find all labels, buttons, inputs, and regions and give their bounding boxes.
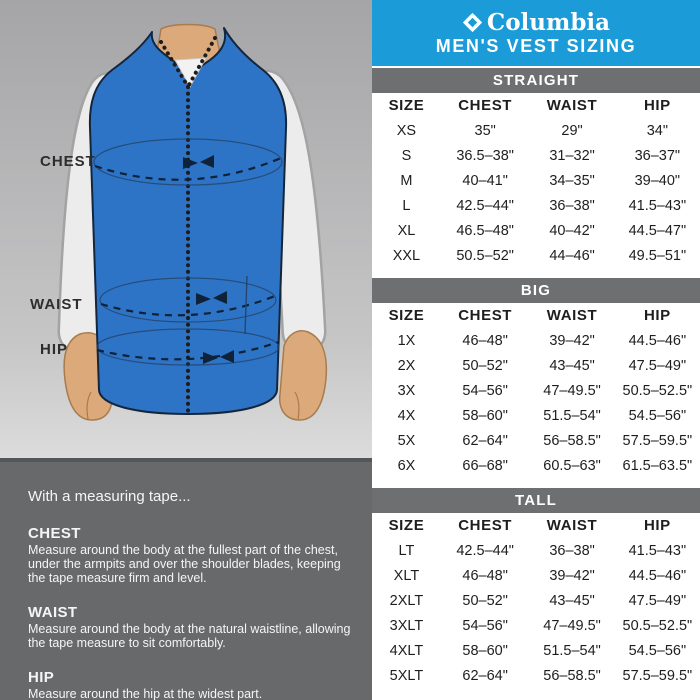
measurement-value: 54–56": [462, 617, 508, 634]
table-header-row: [372, 93, 700, 118]
column-header: SIZE: [388, 307, 425, 324]
size-row: [372, 638, 700, 663]
measurement-value: 41.5–43": [628, 197, 687, 214]
measurement-value: 44.5–46": [628, 567, 687, 584]
table-header-row: [372, 303, 700, 328]
size-label: S: [401, 147, 412, 164]
measurement-value: 51.5–54": [543, 642, 601, 659]
size-row: [372, 243, 700, 268]
size-label: 3XLT: [389, 617, 424, 634]
measurement-value: 58–60": [462, 407, 508, 424]
column-header: WAIST: [546, 307, 598, 324]
size-row: [372, 613, 700, 638]
measurement-value: 50–52": [462, 592, 508, 609]
measurement-value: 40–41": [462, 172, 508, 189]
size-row: [372, 378, 700, 403]
size-row: [372, 403, 700, 428]
vest-figure-graphic: [0, 0, 372, 458]
straight-size-section: [372, 68, 700, 268]
size-label: XS: [396, 122, 417, 139]
size-row: [372, 538, 700, 563]
measurement-value: 42.5–44": [456, 197, 514, 214]
measurement-value: 34": [646, 122, 668, 139]
measurement-value: 44.5–46": [628, 332, 687, 349]
measurement-value: 43–45": [549, 592, 595, 609]
size-label: 4XLT: [389, 642, 424, 659]
size-row: [372, 663, 700, 688]
measurement-value: 50–52": [462, 357, 508, 374]
hip-instruction-heading: HIP: [28, 669, 55, 686]
measurement-value: 47–49.5": [543, 617, 601, 634]
measurement-value: 44.5–47": [628, 222, 687, 239]
measurement-value: 39–42": [549, 567, 595, 584]
chest-instruction-body: Measure around the body at the fullest part of the chest, under the armpits and over the shoulder blades, keeping the tape measure firm and level.: [28, 543, 341, 585]
measurement-value: 60.5–63": [543, 457, 601, 474]
measurement-value: 49.5–51": [628, 247, 687, 264]
measurement-value: 56–58.5": [543, 432, 601, 449]
measurement-value: 40–42": [549, 222, 595, 239]
tall-size-table: [372, 513, 700, 688]
measurement-value: 34–35": [549, 172, 595, 189]
measurement-value: 54.5–56": [628, 407, 687, 424]
straight-size-table: [372, 93, 700, 268]
column-header: CHEST: [458, 307, 513, 324]
banner-title: MEN'S VEST SIZING: [435, 35, 637, 56]
column-header: HIP: [643, 97, 671, 114]
waist-figure-label: WAIST: [30, 296, 83, 313]
size-label: XL: [397, 222, 416, 239]
measurement-value: 42.5–44": [456, 542, 514, 559]
measurement-value: 44–46": [549, 247, 595, 264]
measurement-value: 56–58.5": [543, 667, 601, 684]
vest-measurement-illustration: [0, 0, 372, 458]
size-row: [372, 588, 700, 613]
size-label: 5X: [397, 432, 416, 449]
measurement-value: 47.5–49": [628, 357, 687, 374]
measurement-value: 43–45": [549, 357, 595, 374]
tall-section-header: TALL: [372, 488, 700, 513]
measurement-value: 61.5–63.5": [622, 457, 693, 474]
size-label: 6X: [397, 457, 416, 474]
big-size-section: [372, 278, 700, 478]
column-header: SIZE: [388, 97, 425, 114]
measurement-value: 29": [561, 122, 583, 139]
measurement-value: 36–37": [634, 147, 681, 164]
size-row: [372, 118, 700, 143]
measuring-instructions-panel: [0, 458, 372, 700]
straight-section-header: STRAIGHT: [372, 68, 700, 93]
measurement-value: 62–64": [462, 432, 508, 449]
column-header: CHEST: [458, 97, 513, 114]
measurement-value: 47.5–49": [628, 592, 687, 609]
column-header: SIZE: [388, 517, 425, 534]
hip-instruction-body: Measure around the hip at the widest part.: [28, 687, 263, 700]
size-row: [372, 168, 700, 193]
measurement-value: 36–38": [549, 542, 595, 559]
measurement-value: 50.5–52.5": [622, 382, 693, 399]
size-label: 2X: [397, 357, 416, 374]
brand-banner: [372, 0, 700, 66]
measurement-value: 36–38": [549, 197, 595, 214]
size-row: [372, 218, 700, 243]
columbia-logo: [462, 8, 611, 36]
measurement-value: 54–56": [462, 382, 508, 399]
measurement-value: 46.5–48": [456, 222, 514, 239]
tall-size-section: [372, 488, 700, 688]
column-header: CHEST: [458, 517, 513, 534]
measurement-value: 54.5–56": [628, 642, 687, 659]
size-row: [372, 563, 700, 588]
size-label: 3X: [397, 382, 416, 399]
column-header: WAIST: [546, 97, 598, 114]
hip-instruction: [28, 669, 358, 700]
size-row: [372, 193, 700, 218]
measurement-value: 58–60": [462, 642, 508, 659]
waist-instruction-body: Measure around the body at the natural waistline, allowing the tape measure to sit comfortably.: [28, 622, 351, 650]
measurement-value: 31–32": [549, 147, 595, 164]
measurement-value: 39–40": [634, 172, 681, 189]
size-label: 2XLT: [389, 592, 424, 609]
right-hand: [280, 331, 327, 420]
sizing-tables-column: [372, 0, 700, 700]
measurement-value: 57.5–59.5": [622, 432, 693, 449]
measurement-value: 35": [474, 122, 496, 139]
size-label: 5XLT: [389, 667, 424, 684]
waist-instruction-heading: WAIST: [28, 604, 78, 621]
measurement-value: 47–49.5": [543, 382, 601, 399]
size-label: XLT: [393, 567, 420, 584]
size-row: [372, 328, 700, 353]
size-row: [372, 143, 700, 168]
measurement-value: 51.5–54": [543, 407, 601, 424]
size-label: LT: [398, 542, 415, 559]
big-size-table: [372, 303, 700, 478]
measurement-value: 50.5–52.5": [622, 617, 693, 634]
size-label: L: [402, 197, 411, 214]
measurement-value: 41.5–43": [628, 542, 687, 559]
column-header: WAIST: [546, 517, 598, 534]
measurement-value: 50.5–52": [456, 247, 514, 264]
measurement-value: 62–64": [462, 667, 508, 684]
measurement-value: 36.5–38": [456, 147, 514, 164]
chest-instruction-heading: CHEST: [28, 525, 81, 542]
chest-instruction: [28, 525, 358, 585]
column-header: HIP: [643, 307, 671, 324]
size-label: M: [400, 172, 413, 189]
big-section-header: BIG: [372, 278, 700, 303]
chest-figure-label: CHEST: [40, 153, 96, 170]
size-label: 1X: [397, 332, 416, 349]
column-header: HIP: [643, 517, 671, 534]
brand-name: Columbia: [486, 8, 611, 36]
measurement-value: 46–48": [462, 567, 508, 584]
hip-figure-label: HIP: [40, 341, 69, 358]
table-header-row: [372, 513, 700, 538]
measurement-value: 66–68": [462, 457, 508, 474]
size-row: [372, 453, 700, 478]
measurement-value: 46–48": [462, 332, 508, 349]
waist-instruction: [28, 604, 358, 650]
measurement-value: 57.5–59.5": [622, 667, 693, 684]
size-label: XXL: [392, 247, 421, 264]
measurement-value: 39–42": [549, 332, 595, 349]
size-label: 4X: [397, 407, 416, 424]
size-row: [372, 428, 700, 453]
size-row: [372, 353, 700, 378]
columbia-gem-icon: [462, 12, 483, 33]
instructions-intro: With a measuring tape...: [28, 488, 191, 505]
